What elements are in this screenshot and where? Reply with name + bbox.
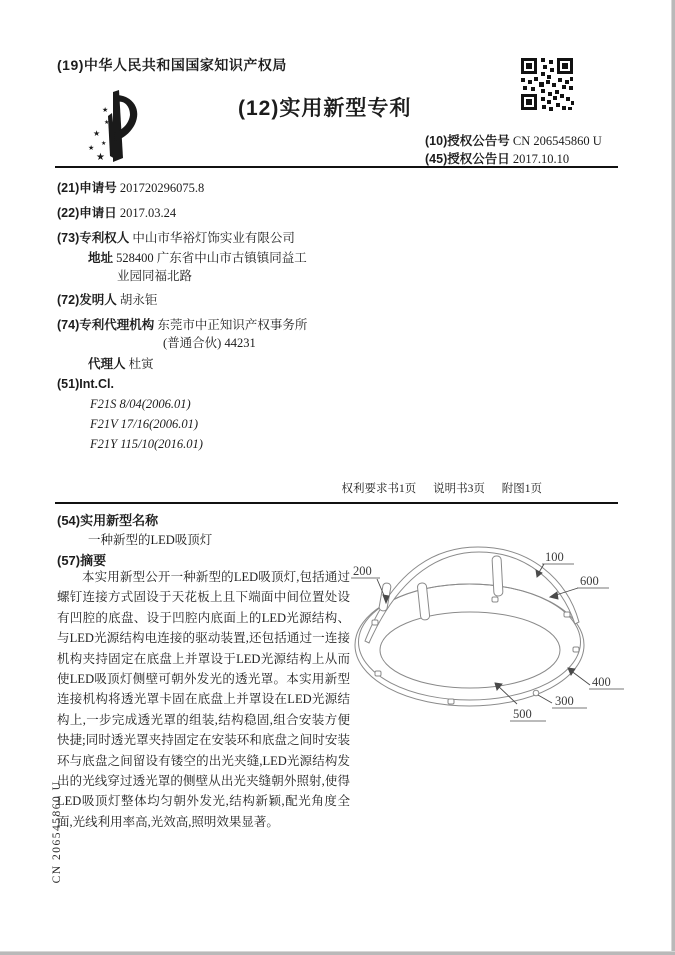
figure-callout-600: 600 (580, 574, 599, 588)
agent-label: 代理人 (88, 357, 126, 371)
page-counts-line (300, 480, 580, 496)
abstract-text: 本实用新型公开一种新型的LED吸顶灯,包括通过螺钉连接方式固设于天花板上且下端面中间位置处设有凹腔的底盘、设于凹腔内底面上的LED光源结构、与LED光源结构电连接的驱动装置,还包括通过一连接机构夹持固定在底盘上并罩设于LED光源结构上从而使LED吸顶灯侧壁可朝外发光的透光罩。本实用新型连接机构将透光罩卡固在底盘上并罩设在LED光源结构上,一步完成透光罩的组装,结构稳固,组合安装方便快捷;同时透光罩夹持固定在安装环和底盘之间时安装环与底盘之间留设有镂空的出光夹缝,LED光源结构发出的光线穿过透光罩的侧壁从出光夹缝朝外照射,使得LED吸顶灯整体均匀朝外发光,结构新颖,配光角度全面,光线利用率高,光效高,照明效果显著。 (57, 570, 350, 829)
intcl-entry: F21Y 115/10(2016.01) (90, 437, 203, 451)
patentee-row (57, 228, 295, 246)
screw (372, 620, 378, 625)
drawings-pages: 附图1页 (501, 483, 542, 495)
screw (375, 671, 381, 676)
address-row (88, 248, 307, 266)
address-label: 地址 (88, 251, 114, 265)
patentee-label: (73)专利权人 (57, 231, 130, 245)
screw (573, 647, 579, 652)
publication-number-value: CN 206545860 U (512, 134, 602, 148)
diffuser-opening (380, 612, 560, 688)
patent-figure (345, 533, 635, 753)
intcl-entry: F21V 17/16(2006.01) (90, 417, 199, 431)
publication-number-label: (10)授权公告号 (425, 134, 510, 148)
application-date-label: (22)申请日 (57, 206, 117, 220)
section-divider (55, 502, 618, 504)
agent-row (88, 354, 154, 372)
publication-number-line (425, 131, 602, 149)
cnipa-logo-icon (84, 90, 142, 185)
agency-value-line2: (普通合伙) 44231 (163, 336, 256, 350)
svg-text:★: ★ (104, 120, 110, 126)
screw (564, 612, 570, 617)
application-number-row (57, 178, 204, 196)
svg-text:★: ★ (96, 152, 105, 163)
side-publication-code: CN 206545860 U (51, 780, 63, 884)
address-value-line1: 528400 广东省中山市古镇镇同益工 (116, 251, 307, 265)
svg-text:★: ★ (102, 106, 109, 114)
description-pages: 说明书3页 (433, 483, 485, 495)
svg-text:★: ★ (93, 129, 101, 138)
figure-callout-400: 400 (592, 675, 611, 689)
address-value-line2: 业园同福北路 (117, 269, 193, 283)
scan-edge-bottom (0, 951, 675, 955)
screw (448, 699, 454, 704)
scan-edge-right (671, 0, 675, 955)
publication-date-label: (45)授权公告日 (425, 152, 510, 166)
inventor-label: (72)发明人 (57, 293, 117, 307)
claims-pages: 权利要求书1页 (341, 483, 417, 495)
publication-date-value: 2017.10.10 (512, 152, 570, 166)
inventor-row (57, 290, 157, 308)
qr-code (519, 56, 575, 117)
title-section-label: (54)实用新型名称 (57, 513, 159, 528)
abstract-section-label: (57)摘要 (57, 553, 107, 568)
application-number-value: 201720296075.8 (119, 181, 205, 195)
application-date-value: 2017.03.24 (119, 206, 177, 220)
inventor-value: 胡永钜 (119, 293, 158, 307)
agency-row (57, 315, 307, 333)
invention-title: 一种新型的LED吸顶灯 (88, 533, 213, 547)
application-number-label: (21)申请号 (57, 181, 117, 195)
intcl-entry: F21S 8/04(2006.01) (90, 397, 191, 411)
issuing-office: (19)中华人民共和国国家知识产权局 (57, 57, 287, 73)
document-type-title: (12)实用新型专利 (238, 97, 412, 120)
agent-value: 杜寅 (128, 357, 154, 371)
svg-text:★: ★ (88, 144, 95, 152)
svg-text:★: ★ (101, 141, 107, 147)
figure-callout-200: 200 (353, 564, 372, 578)
agency-value: 东莞市中正知识产权事务所 (157, 318, 308, 332)
intcl-label: (51)Int.Cl. (57, 377, 114, 391)
header-divider (55, 166, 618, 168)
application-date-row (57, 203, 176, 221)
figure-callout-500: 500 (513, 707, 532, 721)
figure-callout-100: 100 (545, 550, 564, 564)
screw (533, 690, 539, 696)
figure-callout-300: 300 (555, 694, 574, 708)
publication-date-line (425, 149, 569, 167)
clip-peg (492, 556, 503, 596)
screw (492, 597, 498, 602)
agency-label: (74)专利代理机构 (57, 318, 155, 332)
patentee-value: 中山市华裕灯饰实业有限公司 (132, 231, 295, 245)
